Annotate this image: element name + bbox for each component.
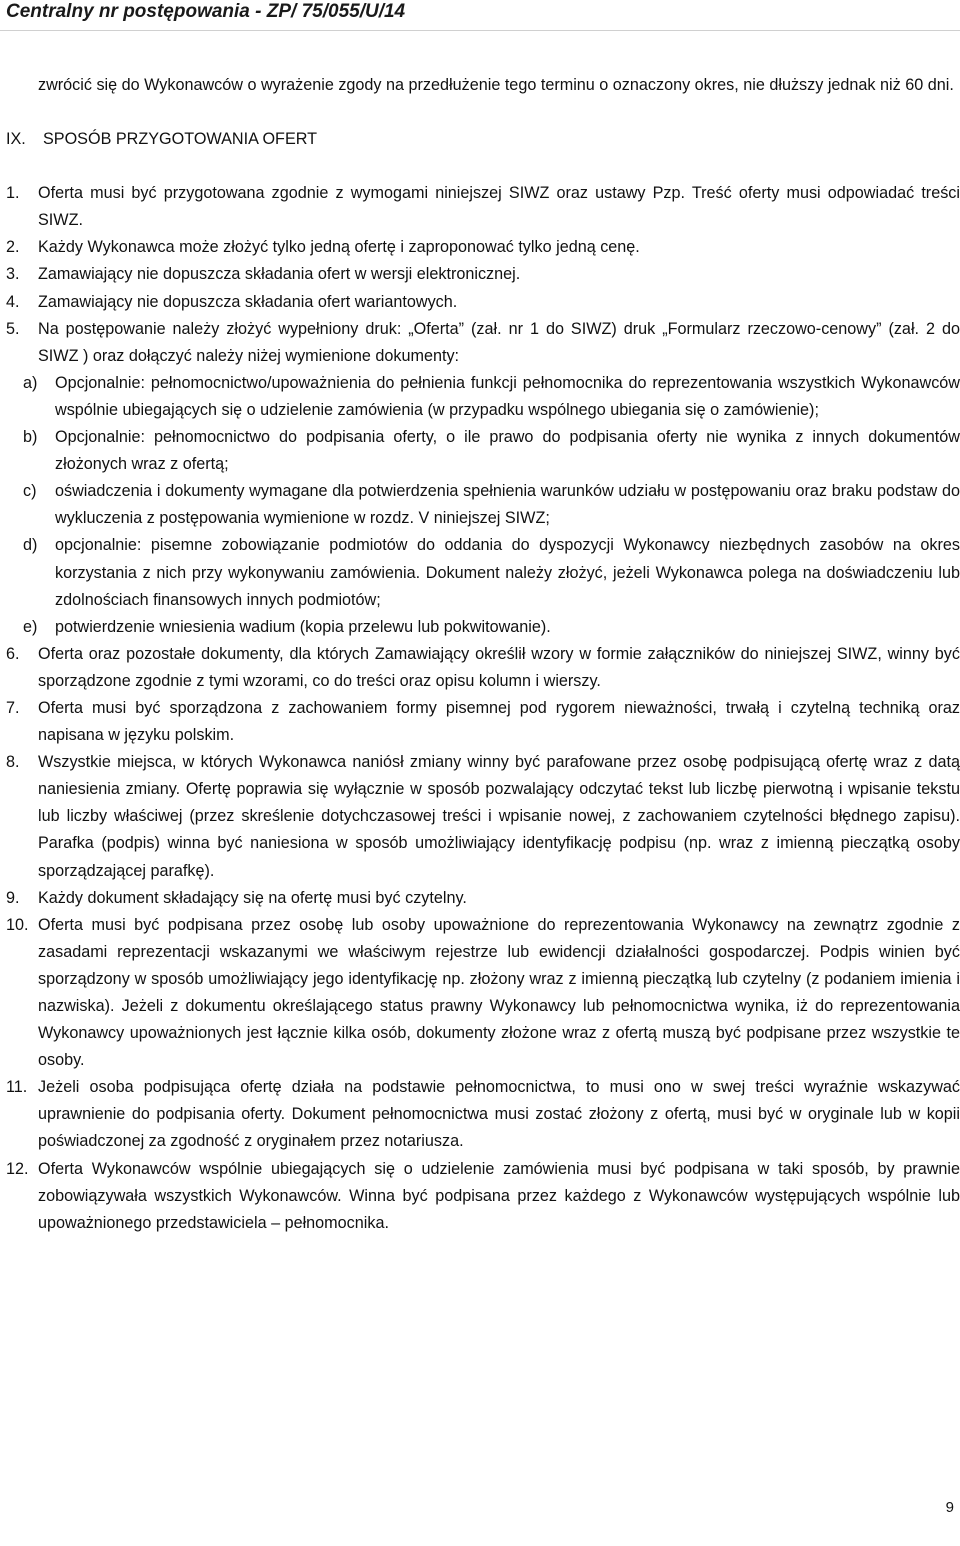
section-title: SPOSÓB PRZYGOTOWANIA OFERT <box>43 130 318 149</box>
item-number: 3. <box>6 265 20 284</box>
sub-list-item <box>23 424 960 478</box>
sub-list-item <box>23 614 960 641</box>
subitem-letter: d) <box>23 536 38 555</box>
list-item <box>6 261 960 288</box>
item-text: Jeżeli osoba podpisująca ofertę działa na podstawie pełnomocnictwa, to musi ono w swej treści wyraźnie wskazywać uprawnienie do podpisania oferty. Dokument pełnomocnictwa musi zostać złożony z ofertą, musi być w oryginale lub w kopii poświadczonej za zgodność z oryginałem przez notariusza. <box>38 1078 960 1151</box>
item-number: 11. <box>6 1078 28 1097</box>
item-text: Wszystkie miejsca, w których Wykonawca naniósł zmiany winny być parafowane przez osobę podpisującą ofertę wraz z datą naniesienia zmiany. Ofertę poprawia się wyłącznie w sposób pozwalający odczytać tekst lub liczbę pierwotną i wpisanie tekstu lub liczby właściwej (przez skreślenie dotychczasowej treści i wpisanie nowej, z zachowaniem czytelności błędnego zapisu). Parafka (podpis) winna być naniesiona w sposób umożliwiający identyfikację podpisu (np. wraz z imienną pieczątką osoby sporządzającej parafkę). <box>38 753 960 880</box>
sub-list-item <box>23 532 960 613</box>
list-item <box>6 1074 960 1155</box>
subitem-text: opcjonalnie: pisemne zobowiązanie podmiotów do oddania do dyspozycji Wykonawcy niezbędnych zasobów na okres korzystania z nich przy wykonywaniu zamówienia. Dokument należy złożyć, jeżeli Wykonawca polega na doświadczeniu lub zdolnościach finansowych innych podmiotów; <box>55 536 960 609</box>
item-text: Każdy Wykonawca może złożyć tylko jedną ofertę i zaproponować tylko jedną cenę. <box>38 238 640 257</box>
subitem-letter: b) <box>23 428 38 447</box>
item-text: Zamawiający nie dopuszcza składania ofert wariantowych. <box>38 292 458 311</box>
item-text: Oferta musi być sporządzona z zachowaniem formy pisemnej pod rygorem nieważności, trwałą i czytelną techniką oraz napisana w języku polskim. <box>38 698 960 745</box>
item-text: Na postępowanie należy złożyć wypełniony druk: „Oferta” (zał. nr 1 do SIWZ) druk „Formularz rzeczowo-cenowy” (zał. 2 do SIWZ ) oraz dołączyć należy niżej wymienione dokumenty: <box>38 319 960 365</box>
item-text: Oferta musi być przygotowana zgodnie z wymogami niniejszej SIWZ oraz ustawy Pzp. Treść oferty musi odpowiadać treści SIWZ. <box>38 184 960 230</box>
subitem-text: oświadczenia i dokumenty wymagane dla potwierdzenia spełnienia warunków udziału w postępowaniu oraz braku podstaw do wykluczenia z postępowania wymienione w rozdz. V niniejszej SIWZ; <box>55 482 960 528</box>
item-number: 8. <box>6 753 20 772</box>
intro-paragraph: zwrócić się do Wykonawców o wyrażenie zgody na przedłużenie tego terminu o oznaczony okres, nie dłuższy jednak niż 60 dni. <box>38 76 954 94</box>
list-item <box>6 289 960 316</box>
subitem-text: Opcjonalnie: pełnomocnictwo/upoważnienia do pełnienia funkcji pełnomocnika do reprezentowania wszystkich Wykonawców wspólnie ubiegających się o udzielenie zamówienia (w przypadku wspólnego ubiegania się o zamówienie); <box>55 373 960 419</box>
item-number: 4. <box>6 292 20 311</box>
list-item <box>6 180 960 234</box>
header-divider <box>0 30 960 31</box>
list-item <box>6 234 960 261</box>
subitem-letter: a) <box>23 373 38 392</box>
list-item <box>6 885 960 912</box>
item-number: 12. <box>6 1159 29 1178</box>
sub-list-item <box>23 478 960 532</box>
subitem-text: potwierdzenie wniesienia wadium (kopia przelewu lub pokwitowanie). <box>55 617 551 636</box>
page-header: Centralny nr postępowania - ZP/ 75/055/U/14 <box>6 1 406 22</box>
subitem-letter: e) <box>23 617 38 636</box>
list-item <box>6 695 960 749</box>
section-heading <box>6 126 960 153</box>
item-number: 10. <box>6 915 29 934</box>
item-number: 9. <box>6 888 20 907</box>
list-item <box>6 912 960 1075</box>
item-text: Oferta Wykonawców wspólnie ubiegających się o udzielenie zamówienia musi być podpisana w taki sposób, by prawnie zobowiązywała wszystkich Wykonawców. Winna być podpisana przez każdego z Wykonawców występujących wspólnie lub upoważnionego przedstawiciela – pełnomocnika. <box>38 1159 960 1232</box>
subitem-text: Opcjonalnie: pełnomocnictwo do podpisania oferty, o ile prawo do podpisania oferty nie wynika z innych dokumentów złożonych wraz z ofertą; <box>55 428 960 474</box>
document-body <box>6 72 960 1237</box>
item-text: Każdy dokument składający się na ofertę musi być czytelny. <box>38 888 467 907</box>
item-number: 2. <box>6 238 20 257</box>
item-text: Zamawiający nie dopuszcza składania ofert w wersji elektronicznej. <box>38 265 521 284</box>
list-item <box>6 749 960 884</box>
page-number: 9 <box>945 1499 954 1516</box>
item-number: 1. <box>6 184 20 203</box>
item-number: 6. <box>6 644 20 663</box>
sub-list-item <box>23 370 960 424</box>
item-text: Oferta musi być podpisana przez osobę lub osoby upoważnione do reprezentowania Wykonawcy na zewnątrz zgodnie z zasadami reprezentacji wskazanymi we właściwym rejestrze lub ewidencji działalności gospodarczej. Podpis winien być sporządzony w sposób umożliwiający jego identyfikację np. złożony wraz z imienną pieczątką lub czytelny (z podaniem imienia i nazwiska). Jeżeli z dokumentu określającego status prawny Wykonawcy lub pełnomocnictwa wynika, iż do reprezentowania Wykonawcy upoważnionych jest łącznie kilka osób, dokumenty złożone wraz z ofertą muszą być podpisane przez wszystkie te osoby. <box>38 915 960 1070</box>
item-number: 7. <box>6 698 20 717</box>
list-item <box>6 1156 960 1237</box>
list-item <box>6 641 960 695</box>
item-text: Oferta oraz pozostałe dokumenty, dla których Zamawiający określił wzory w formie załączników do niniejszej SIWZ, winny być sporządzone zgodnie z tymi wzorami, co do treści oraz opisu kolumn i wierszy. <box>38 644 960 690</box>
item-number: 5. <box>6 319 20 338</box>
section-number: IX. <box>6 130 26 149</box>
list-item <box>6 316 960 370</box>
subitem-letter: c) <box>23 482 37 501</box>
